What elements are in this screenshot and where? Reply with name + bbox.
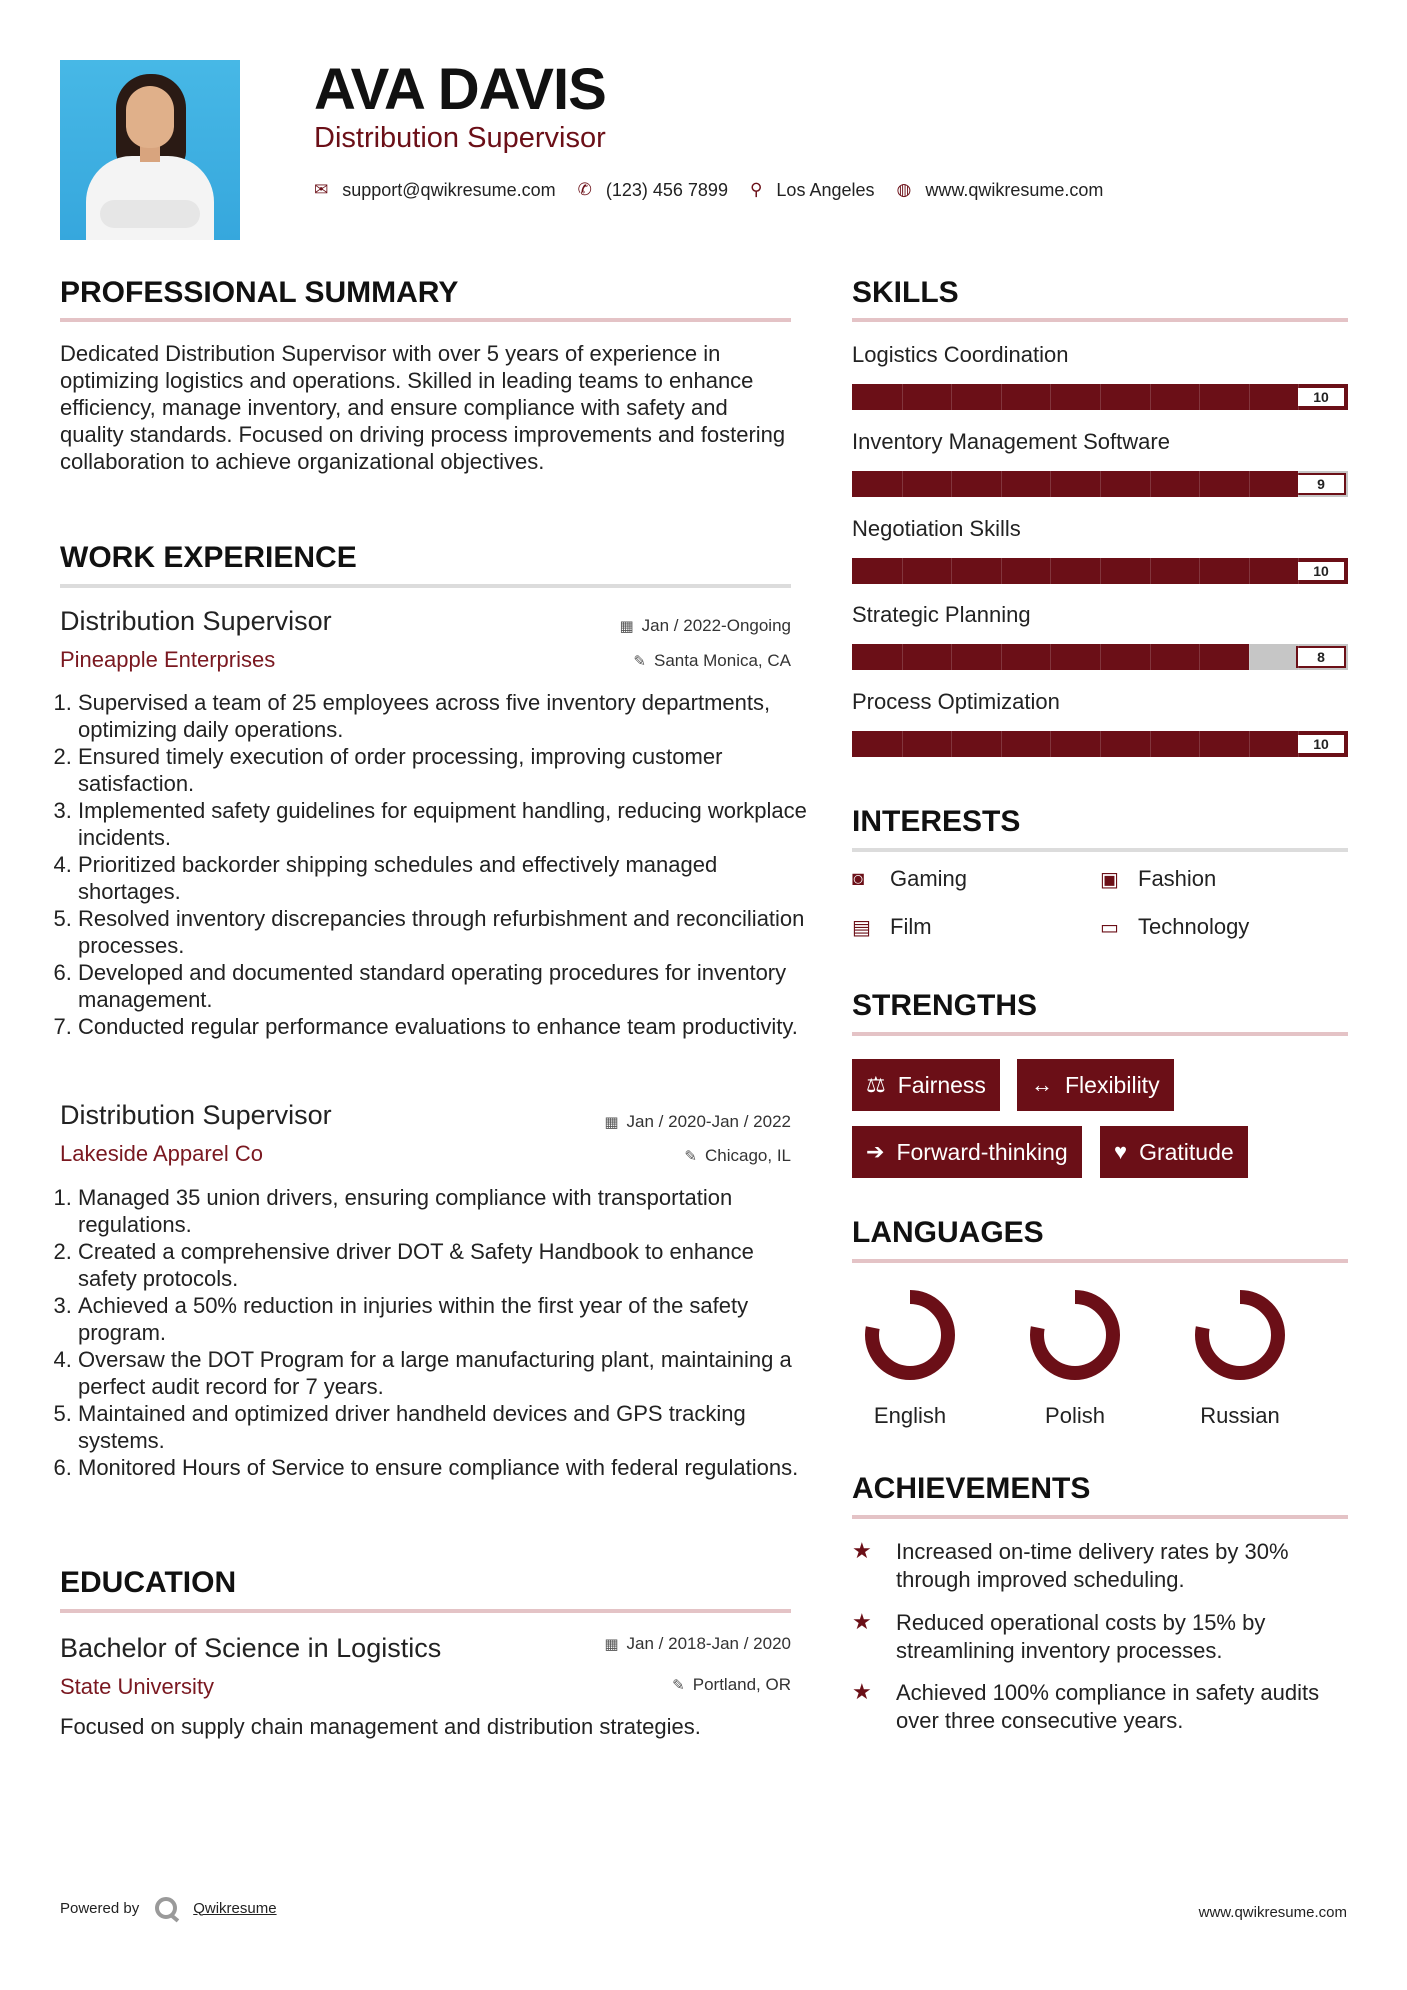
achievement-item: ★ Achieved 100% compliance in safety audits over three consecutive years.: [852, 1679, 1320, 1733]
skill-bar-segment: [1100, 384, 1101, 410]
language-item: [1170, 1285, 1310, 1429]
skill-bar-segment: [1150, 731, 1151, 757]
interest-item: ▭ Technology: [1100, 914, 1250, 939]
footer-brand: [60, 1897, 277, 1919]
language-ring: [1190, 1285, 1290, 1385]
balance-scale-icon: ⚖: [866, 1072, 886, 1097]
list-item: 5. Resolved inventory discrepancies through refurbishment and reconciliation processes.: [78, 905, 813, 959]
skill-bar-segment: [902, 731, 903, 757]
skill-name: Inventory Management Software: [852, 429, 1170, 454]
experience-heading: WORK EXPERIENCE: [60, 541, 357, 574]
list-item: 1. Supervised a team of 25 employees across five inventory departments, optimizing daily operations.: [78, 689, 813, 743]
list-item: 6. Developed and documented standard operating procedures for inventory management.: [78, 959, 813, 1013]
strengths-heading: STRENGTHS: [852, 989, 1038, 1022]
list-item: 2. Created a comprehensive driver DOT & Safety Handbook to enhance safety protocols.: [78, 1238, 813, 1292]
language-ring: [860, 1285, 960, 1385]
skill-bar-segment: [1050, 471, 1051, 497]
summary-divider: [60, 318, 791, 322]
skill-bar-segment: [902, 471, 903, 497]
language-item: [1005, 1285, 1145, 1429]
education-heading: EDUCATION: [60, 1566, 237, 1599]
skills-divider: [852, 318, 1348, 322]
list-item: 3. Implemented safety guidelines for equipment handling, reducing workplace incidents.: [78, 797, 813, 851]
pin-icon: ✎: [684, 1148, 697, 1165]
education-divider: [60, 1609, 791, 1613]
skill-level: 9: [1296, 473, 1346, 495]
list-item: 2. Ensured timely execution of order processing, improving customer satisfaction.: [78, 743, 813, 797]
achievements-divider: [852, 1515, 1348, 1519]
skill-bar-segment: [1150, 471, 1151, 497]
skill-bar-segment: [1249, 384, 1250, 410]
strength-chip: ⚖ Fairness: [852, 1059, 1000, 1111]
skill-bar-segment: [1199, 644, 1200, 670]
strength-chip: ♥ Gratitude: [1100, 1126, 1248, 1178]
contact-phone[interactable]: (123) 456 7899: [605, 179, 728, 200]
skill-bar-segment: [1001, 731, 1002, 757]
skill-bar-segment: [902, 644, 903, 670]
school-name: State University: [60, 1674, 215, 1699]
powered-by-label: Powered by: [60, 1899, 140, 1917]
list-item: 6. Monitored Hours of Service to ensure compliance with federal regulations.: [78, 1454, 813, 1481]
qwikresume-logo-icon: [155, 1897, 177, 1919]
skill-bar-segment: [951, 731, 952, 757]
skill-bar-segment: [1298, 384, 1299, 410]
qwikresume-link[interactable]: Qwikresume: [193, 1899, 277, 1917]
skill-name: Process Optimization: [852, 689, 1060, 714]
star-icon: ★: [852, 1679, 872, 1704]
skill-bar-segment: [1001, 471, 1002, 497]
skill-bar-segment: [1150, 558, 1151, 584]
film-icon: ▤: [852, 916, 871, 939]
candidate-name: AVA DAVIS: [314, 57, 606, 122]
map-pin-icon: ⚲: [749, 180, 763, 199]
skill-bar: [852, 731, 1348, 757]
pin-icon: ✎: [633, 653, 646, 670]
language-ring: [1025, 1285, 1125, 1385]
shopping-bag-icon: ▣: [1100, 868, 1119, 891]
interest-item: ◙ Gaming: [852, 866, 968, 891]
skill-bar: [852, 471, 1348, 497]
skill-bar-segment: [1199, 471, 1200, 497]
contact-bar: [314, 178, 1125, 202]
skill-bar-segment: [1298, 558, 1299, 584]
profile-photo: [60, 60, 240, 240]
skill-bar-segment: [1249, 558, 1250, 584]
degree-title: Bachelor of Science in Logistics: [60, 1633, 442, 1663]
skill-bar-segment: [1298, 644, 1299, 670]
achievements-heading: ACHIEVEMENTS: [852, 1472, 1091, 1505]
arrows-horizontal-icon: ↔: [1031, 1072, 1053, 1097]
phone-icon: ✆: [577, 180, 592, 199]
list-item: 4. Oversaw the DOT Program for a large manufacturing plant, maintaining a perfect audit record for 7 years.: [78, 1346, 813, 1400]
skill-bar-segment: [1050, 384, 1051, 410]
list-item: 1. Managed 35 union drivers, ensuring compliance with transportation regulations.: [78, 1184, 813, 1238]
gamepad-icon: ◙: [852, 867, 865, 890]
skill-bar-segment: [1150, 644, 1151, 670]
language-name: Russian: [1200, 1403, 1280, 1428]
skill-bar: [852, 558, 1348, 584]
skill-bar-segment: [1001, 644, 1002, 670]
strength-chip: ➔ Forward-thinking: [852, 1126, 1082, 1178]
skill-bar-segment: [1100, 471, 1101, 497]
skill-bar-segment: [1100, 558, 1101, 584]
contact-website[interactable]: www.qwikresume.com: [925, 179, 1104, 200]
job-company: Lakeside Apparel Co: [60, 1141, 264, 1166]
skill-bar-segment: [1150, 384, 1151, 410]
skill-level: 8: [1296, 646, 1346, 668]
education-date: ▦ Jan / 2018-Jan / 2020: [604, 1634, 791, 1653]
list-item: 3. Achieved a 50% reduction in injuries within the first year of the safety program.: [78, 1292, 813, 1346]
job-company: Pineapple Enterprises: [60, 647, 276, 672]
skill-level: 10: [1296, 733, 1346, 755]
skill-bar-segment: [951, 384, 952, 410]
skill-bar-segment: [1199, 731, 1200, 757]
skill-name: Strategic Planning: [852, 602, 1031, 627]
skill-bar: [852, 384, 1348, 410]
language-item: [840, 1285, 980, 1429]
skill-bar-segment: [1100, 644, 1101, 670]
interests-divider: [852, 848, 1348, 852]
skill-name: Logistics Coordination: [852, 342, 1069, 367]
calendar-icon: ▦: [619, 618, 634, 635]
skill-bar: [852, 644, 1348, 670]
arrow-right-icon: ➔: [866, 1139, 885, 1164]
skill-bar-fill: [852, 471, 1298, 497]
strengths-divider: [852, 1032, 1348, 1036]
envelope-icon: ✉: [314, 180, 329, 199]
job-date: ▦ Jan / 2022-Ongoing: [619, 616, 791, 635]
interest-item: ▤ Film: [852, 914, 932, 939]
skill-bar-segment: [1249, 471, 1250, 497]
skill-bar-segment: [1249, 644, 1250, 670]
contact-location: Los Angeles: [776, 179, 875, 200]
skill-bar-segment: [902, 384, 903, 410]
education-description: Focused on supply chain management and distribution strategies.: [60, 1714, 701, 1739]
skill-bar-segment: [1050, 558, 1051, 584]
job-location: ✎ Chicago, IL: [684, 1146, 791, 1165]
summary-text: Dedicated Distribution Supervisor with over 5 years of experience in optimizing logistics and operations. Skilled in leading teams to enhance efficiency, manage inventory, and ensure compliance with safety and quality standards. Focused on driving process improvements and fostering collaboration to achieve organizational objectives.: [60, 341, 786, 474]
list-item: 4. Prioritized backorder shipping schedules and effectively managed shortages.: [78, 851, 813, 905]
skill-bar-segment: [951, 471, 952, 497]
calendar-icon: ▦: [604, 1636, 619, 1653]
skill-level: 10: [1296, 386, 1346, 408]
education-location: ✎ Portland, OR: [672, 1675, 791, 1694]
list-item: 5. Maintained and optimized driver handheld devices and GPS tracking systems.: [78, 1400, 813, 1454]
achievement-item: ★ Reduced operational costs by 15% by streamlining inventory processes.: [852, 1609, 1266, 1663]
languages-heading: LANGUAGES: [852, 1216, 1044, 1249]
skill-bar-segment: [1249, 731, 1250, 757]
skill-bar-segment: [1100, 731, 1101, 757]
skill-bar-segment: [951, 558, 952, 584]
skill-bar-segment: [951, 644, 952, 670]
skill-bar-segment: [902, 558, 903, 584]
achievement-item: ★ Increased on-time delivery rates by 30% through improved scheduling.: [852, 1538, 1289, 1592]
strength-chip: ↔ Flexibility: [1017, 1059, 1174, 1111]
summary-heading: PROFESSIONAL SUMMARY: [60, 276, 459, 309]
calendar-icon: ▦: [604, 1114, 619, 1131]
contact-email[interactable]: support@qwikresume.com: [342, 179, 556, 200]
laptop-icon: ▭: [1100, 916, 1119, 939]
star-icon: ★: [852, 1609, 872, 1634]
skill-bar-segment: [1199, 384, 1200, 410]
job-title: Distribution Supervisor: [60, 1100, 332, 1130]
experience-divider: [60, 584, 791, 588]
skill-bar-segment: [1001, 384, 1002, 410]
pin-icon: ✎: [672, 1677, 685, 1694]
heart-icon: ♥: [1114, 1139, 1128, 1164]
skill-bar-segment: [1050, 644, 1051, 670]
star-icon: ★: [852, 1538, 872, 1563]
globe-icon: ◍: [896, 180, 912, 199]
skill-bar-segment: [1298, 471, 1299, 497]
skill-bar-segment: [1298, 731, 1299, 757]
skill-bar-segment: [1050, 731, 1051, 757]
list-item: 7. Conducted regular performance evaluations to enhance team productivity.: [78, 1013, 813, 1040]
skill-bar-segment: [1001, 558, 1002, 584]
languages-divider: [852, 1259, 1348, 1263]
interests-heading: INTERESTS: [852, 805, 1021, 838]
job-location: ✎ Santa Monica, CA: [633, 651, 791, 670]
job-duties-list: [60, 1184, 813, 1481]
job-duties-list: [60, 689, 813, 1040]
candidate-role: Distribution Supervisor: [314, 122, 606, 154]
language-name: Polish: [1045, 1403, 1105, 1428]
skill-level: 10: [1296, 560, 1346, 582]
job-date: ▦ Jan / 2020-Jan / 2022: [604, 1112, 791, 1131]
interest-item: ▣ Fashion: [1100, 866, 1217, 891]
footer-url[interactable]: www.qwikresume.com: [1198, 1904, 1347, 1921]
job-title: Distribution Supervisor: [60, 606, 332, 636]
skill-name: Negotiation Skills: [852, 516, 1021, 541]
skills-heading: SKILLS: [852, 276, 959, 309]
skill-bar-segment: [1199, 558, 1200, 584]
language-name: English: [873, 1403, 947, 1428]
